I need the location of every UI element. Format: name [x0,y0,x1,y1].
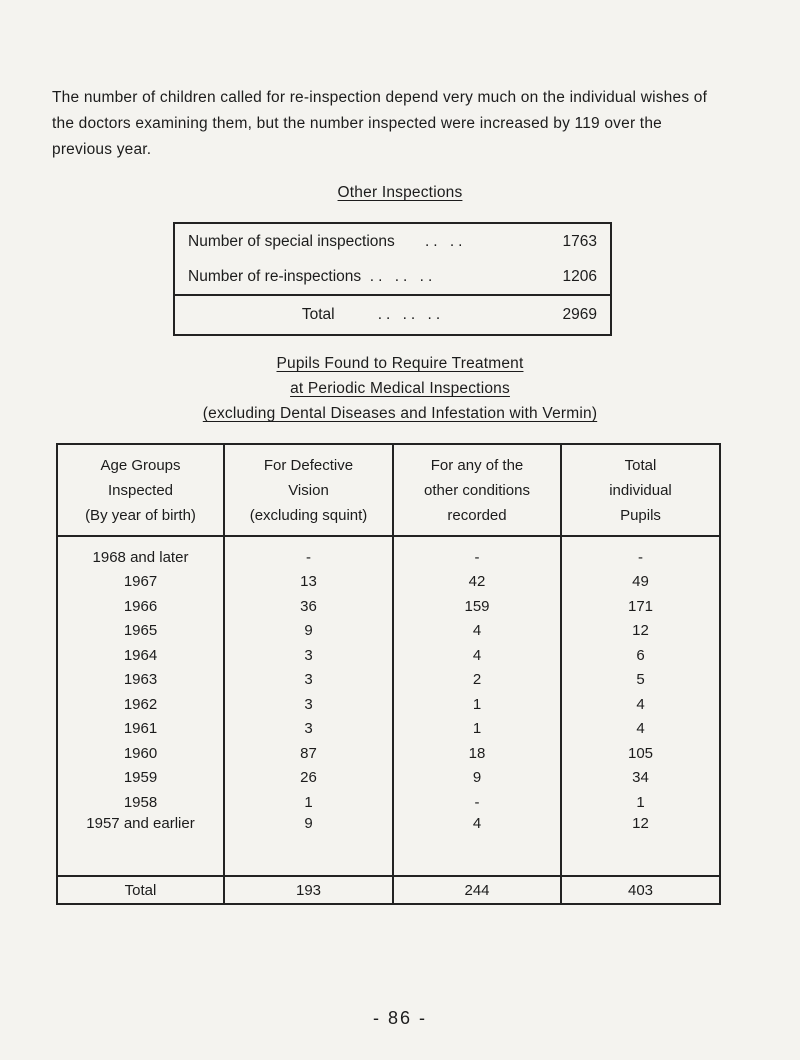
table-cell: 1961 [57,717,224,742]
header-defective-vision: For Defective Vision (excluding squint) [224,444,393,536]
table-cell: 2 [393,668,561,693]
table-cell: 13 [224,570,393,595]
total-cell: 244 [393,876,561,904]
table-cell: 87 [224,741,393,766]
table-cell: 12 [632,622,649,640]
table-row [57,643,720,668]
other-inspections-title: Other Inspections [337,184,463,201]
pupils-subtitle: at Periodic Medical Inspections [290,380,510,397]
total-cell: 403 [561,876,720,904]
table-cell: 9 [224,815,393,877]
table-cell: 1967 [57,570,224,595]
table-row [57,668,720,693]
table-row [57,570,720,595]
table-row [57,692,720,717]
table-row [174,259,611,295]
table-cell: - [638,548,643,566]
page-number: - 86 - [372,1008,427,1028]
table-cell: 3 [224,668,393,693]
row-value: 1763 [562,232,597,250]
table-cell: 1 [393,692,561,717]
total-row [57,876,720,904]
table-cell: 5 [636,671,645,689]
table-row [57,790,720,815]
table-cell: 1958 [57,790,224,815]
total-cell: 193 [224,876,393,904]
table-cell: - [393,536,561,570]
table-cell: 42 [393,570,561,595]
table-row [57,619,720,644]
table-cell: 6 [636,646,645,664]
table-cell: 159 [393,594,561,619]
table-cell: 1 [224,790,393,815]
table-row [57,717,720,742]
table-cell: 9 [393,766,561,791]
table-row [57,766,720,791]
table-cell: 1963 [57,668,224,693]
other-inspections-table [173,222,612,336]
table-cell: 1957 and earlier [57,815,224,877]
table-cell: 36 [224,594,393,619]
total-cell: Total [57,876,224,904]
header-age-groups: Age Groups Inspected (By year of birth) [57,444,224,536]
table-cell: 12 [632,814,649,832]
total-row [174,295,611,335]
table-cell: 105 [627,744,654,762]
table-cell: 4 [636,695,645,713]
pupils-title: Pupils Found to Require Treatment [276,355,524,372]
table-row [57,594,720,619]
table-cell: 3 [224,717,393,742]
table-cell: 1968 and later [57,536,224,570]
table-cell: 1966 [57,594,224,619]
header-row [57,444,720,536]
table-cell: 4 [393,643,561,668]
table-cell: 3 [224,643,393,668]
table-cell: 1 [636,793,645,811]
intro-paragraph: The number of children called for re-inspection depend very much on the individual wishes of the doctors examining them, but the number inspected were increased by 119 over the previous year. [52,89,708,158]
table-cell: - [224,536,393,570]
total-label: Total .. .. .. [174,295,514,335]
table-cell: 3 [224,692,393,717]
pupils-exclusion-note: (excluding Dental Diseases and Infestation with Vermin) [202,405,598,422]
table-cell: 4 [393,815,561,877]
table-cell: 9 [224,619,393,644]
table-row [174,223,611,259]
table-cell: - [393,790,561,815]
table-cell: 1960 [57,741,224,766]
row-value: 1206 [562,267,597,285]
header-total-pupils: Total individual Pupils [561,444,720,536]
table-cell: 49 [632,573,649,591]
table-cell: 34 [632,769,649,787]
table-cell: 1 [393,717,561,742]
table-cell: 4 [393,619,561,644]
pupils-table [56,443,721,905]
table-cell: 1962 [57,692,224,717]
table-row [57,741,720,766]
table-cell: 26 [224,766,393,791]
table-row [57,815,720,877]
table-cell: 1965 [57,619,224,644]
table-cell: 4 [636,720,645,738]
table-cell: 18 [393,741,561,766]
table-cell: 1959 [57,766,224,791]
header-other-conditions: For any of the other conditions recorded [393,444,561,536]
table-row [57,536,720,570]
table-cell: 171 [627,597,654,615]
row-label: Number of special inspections .. .. [188,232,467,250]
table-cell: 1964 [57,643,224,668]
row-label: Number of re-inspections .. .. .. [188,267,437,285]
total-value: 2969 [514,295,611,335]
